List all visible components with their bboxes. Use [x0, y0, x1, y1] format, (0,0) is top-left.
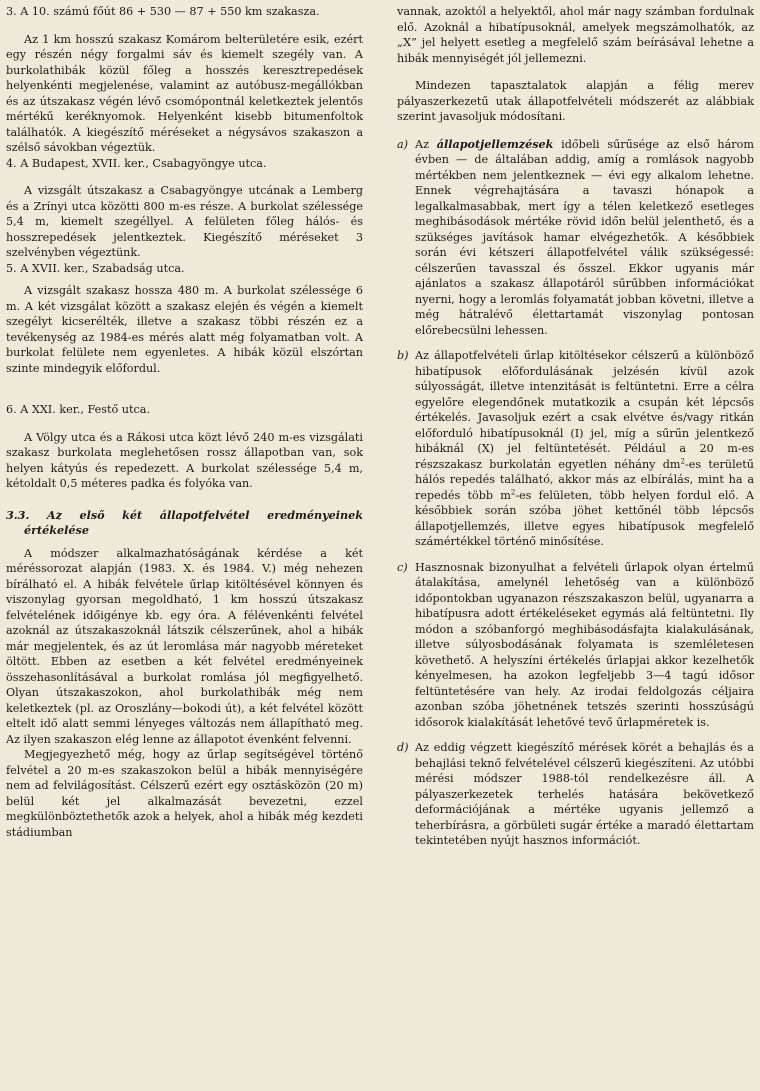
list-item-text: időbeli sűrűsége az első három évben — de általában addig, amíg a romlások nagyobb mértékben nem jelentkeznek — évi egy alkalom lehetne. Ennek végrehajtására a tavaszi hónapok a legalkalmasabbak, mert így a télen keletkező esetleges meghibásodások mértéke rövid időn belül jelenthető, és a szükséges javítások hamar elvégezhetők. A későbbiek során évi kétszeri állapotfelvétel válik szükségessé: célszerűen tavasszal és ősszel. Ekkor ugyanis már ajánlatos a szakasz állapotáról sűrűbben információkat nyerni, hogy a leromlás folyamatát jobban követni, illetve a még hátralévő élettartamát viszonylag pontosan előrebecsülni lehessen.: [415, 137, 754, 337]
evaluation-paragraph-2: Megjegyezhető még, hogy az űrlap segítségével történő felvétel a 20 m-es szakaszokon belül a hibák mennyiségére nem ad felvilágosítást. Célszerű ezért egy osztásközön (20 m) belül két jel alkalmazását bevezetni, ezzel megkülönböztethetők azok a helyek, ahol a hibák még kezdeti stádiumban: [6, 748, 363, 839]
emphasized-term: állapotjellemzések: [436, 136, 554, 151]
list-marker: c): [397, 560, 408, 574]
summary-paragraph: Mindezen tapasztalatok alapján a félig merev pályaszerkezetű utak állapotfelvételi módszerét az alábbiak szerint javasoljuk módosítani.: [397, 79, 754, 123]
superscript: 2: [510, 487, 516, 496]
section-6-heading: 6. A XXI. ker., Festő utca.: [6, 403, 151, 416]
list-marker: a): [397, 137, 409, 151]
list-marker: b): [397, 349, 409, 362]
list-item-body: [415, 348, 754, 550]
list-item-text: -es területű hálós repedés található, akkor más az elbírálás, mint ha a repedés több m: [415, 457, 754, 502]
list-item-body: [415, 137, 754, 339]
list-marker: d): [397, 741, 409, 754]
section-3-heading: 3. A 10. számú főút 86 + 530 — 87 + 550 km szakasza.: [6, 5, 320, 18]
continued-paragraph: vannak, azoktól a helyektől, ahol már nagy számban fordulnak elő. Azoknál a hibatípusoknál, amelyek megszámolhatók, az „X” jel helyett esetleg a megfelelő szám beírásával lehetne a hibák mennyiségét jól jellemezni.: [397, 5, 754, 65]
right-column: [397, 4, 754, 1091]
section-3-paragraph: Az 1 km hosszú szakasz Komárom belterületére esik, ezért egy részén négy forgalmi sáv és kiemelt szegély van. A burkolathibák közül főleg a hosszés keresztrepedések helyenkénti megjelenése, valamint az autóbusz-megállókban és az útszakasz végén lévő csomópontnál keletkeztek jelentős mértékű keréknyomok. Helyenként kisebb bitumenfoltok találhatók. A kiegészítő méréseket a négysávos szakaszon a szélső sávokban végeztük.: [6, 32, 363, 154]
section-4-paragraph: A vizsgált útszakasz a Csabagyöngye utcának a Lemberg és a Zrínyi utca közötti 800 m-es része. A burkolat szélessége 5,4 m, kiemelt szegéllyel. A felületen főleg hálós- és hosszrepedések jelentkeztek. Kiegészítő méréseket 3 szelvényben végeztünk.: [6, 184, 363, 259]
list-item-c: [397, 560, 754, 731]
list-item-d: [397, 740, 754, 849]
left-column: [6, 4, 363, 1091]
section-5-paragraph: A vizsgált szakasz hossza 480 m. A burkolat szélessége 6 m. A két vizsgálat között a szakasz elején és végén a kiemelt szegélyt kicserélték, illetve a szakasz többi részén ez a tevékenység az 1984-es mérés alatt még folyamatban volt. A burkolat felülete nem egyenletes. A hibák közül elszórtan szinte mindegyik előfordul.: [6, 284, 363, 375]
list-item-text: Az állapotfelvételi űrlap kitöltésekor célszerű a különböző hibatípusok előfordulásának jelzésén kívül azok súlyosságát, illetve intenzitását is feltüntetni. Erre a célra egyelőre elegendőnek mutatkozik a csupán két lépcsős értékelés. Javasoljuk ezért a csak elvétve és/vagy ritkán előforduló hibatípusoknál (I) jel, míg a sűrűn jelentkező hibáknál (X) jel feltüntetését. Például a 20 m-es részszakasz burkolatán egyetlen néhány dm: [415, 349, 754, 471]
list-item-text: Az: [415, 137, 437, 151]
section-5-heading: 5. A XVII. ker., Szabadság utca.: [6, 261, 185, 275]
list-item-a: [397, 137, 754, 339]
superscript: 2: [680, 456, 686, 465]
evaluation-subheading: 3.3. Az első két állapotfelvétel eredményeinek értékelése: [6, 507, 363, 537]
list-item-b: [397, 348, 754, 550]
section-6-paragraph: A Völgy utca és a Rákosi utca közt lévő 240 m-es vizsgálati szakasz burkolata meglehetősen rossz állapotban van, sok helyen kátyús és repedezett. A burkolat szélessége 5,4 m, kétoldalt 0,5 méteres padka és folyóka van.: [6, 430, 363, 490]
section-4-heading: 4. A Budapest, XVII. ker., Csabagyöngye utca.: [6, 156, 267, 170]
list-item-text: -es felületen, több helyen fordul elő. A későbbiek során szóba jöhet kettőnél több lépcsős állapotjellemzés, illetve egyes hibatípusok megfelelő számértékkel történő minősítése.: [415, 488, 754, 548]
list-item-body: Az eddig végzett kiegészítő mérések körét a behajlás és a behajlási teknő felvételével célszerű kiegészíteni. Az utóbbi mérési módszer 1988-tól rendelkezésre áll. A pályaszerkezetek terhelés hatására bekövetkező deformációjának a mértéke ugyanis jellemző a teherbírásra, a görbületi sugár értéke a maradó élettartam tekintetében nyújt hasznos információt.: [415, 741, 754, 847]
evaluation-paragraph-1: A módszer alkalmazhatóságának kérdése a két méréssorozat alapján (1983. X. és 1984. V.) még nehezen bírálható el. A hibák felvétele űrlap kitöltésével könnyen és viszonylag gyorsan megoldható, 1 km hosszú útszakasz felvételének időigénye kb. egy óra. A félévenkénti felvétel azoknál az útszakaszoknál látszik célszerűnek, ahol a hibák már megjelentek, és az út leromlása már nagyobb méreteket öltött. Ebben az esetben a két felvétel eredményeinek összehasonlításával a burkolat romlása jól megfigyelhető. Olyan útszakaszokon, ahol burkolathibák még nem keletkeztek (pl. az Oroszlány—bokodi út), a két felvétel között eltelt idő alatt semmi lényeges változás nem állapítható meg. Az ilyen szakaszon elég lenne az állapotot évenként felvenni.: [6, 546, 363, 746]
list-item-body: Hasznosnak bizonyulhat a felvételi űrlapok olyan értelmű átalakítása, amelynél lehetőség van a különböző időpontokban ugyanazon részszakaszon belül, ugyanarra a hibatípusra adott értékeléseket egymás alá feltüntetni. Ily módon a szóbanforgó meghibásodásfajta kialakulásának, illetve súlyosbodásának folyamata is szemléletesen követhető. A helyszíni értékelés űrlapjai akkor kezelhetők kényelmesen, ha azokon legfeljebb 3—4 tagú idősor feltüntetésére van hely. Az irodai feldolgozás céljaira azonban szóba jöhetnének tetszés szerinti hosszúságú idősorok kialakítását lehetővé tevő űrlapméretek is.: [415, 560, 754, 729]
